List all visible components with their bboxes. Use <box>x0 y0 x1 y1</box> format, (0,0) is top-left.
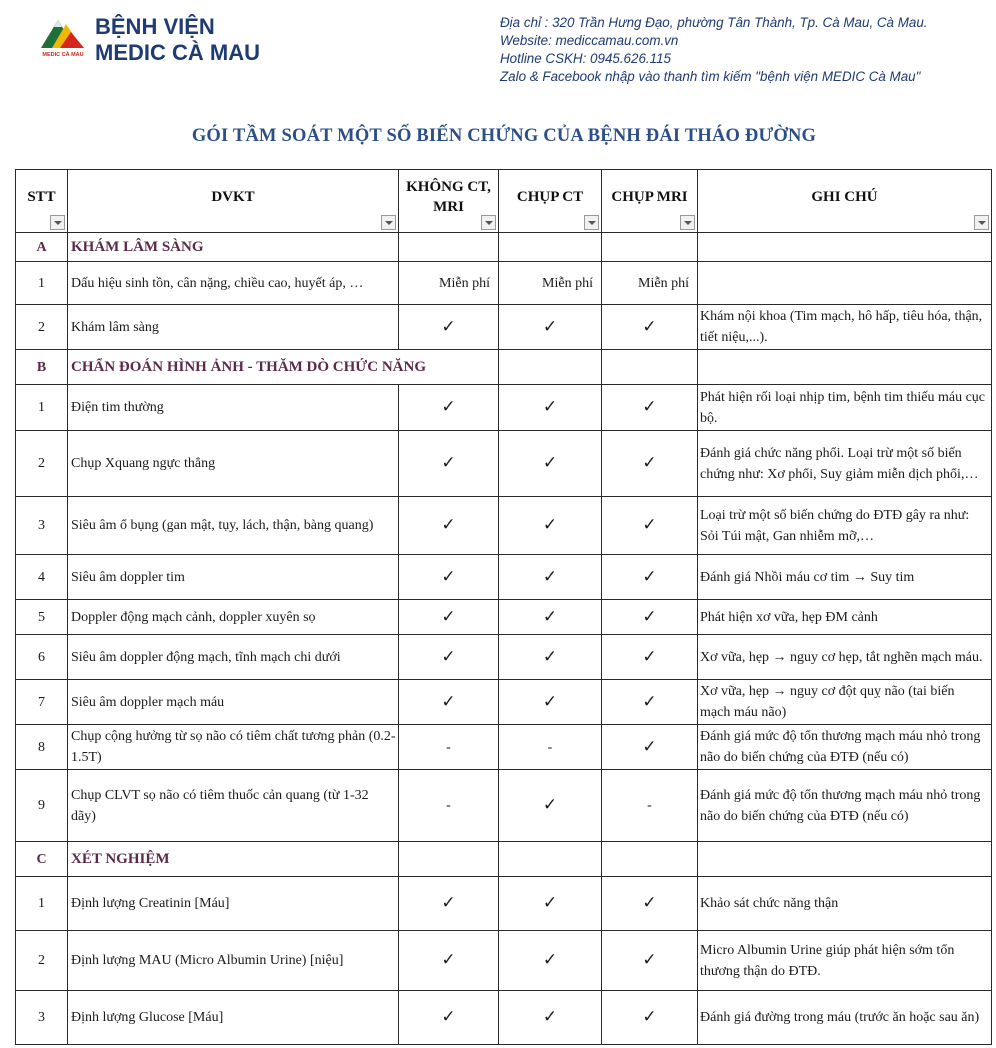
row-service: Siêu âm ổ bụng (gan mật, tụy, lách, thận, bàng quang) <box>68 497 399 555</box>
table-row <box>16 305 992 350</box>
row-service: Dấu hiệu sinh tồn, cân nặng, chiều cao, huyết áp, … <box>68 262 399 305</box>
row-stt: 4 <box>16 555 68 600</box>
brand-line-2: MEDIC CÀ MAU <box>95 40 260 65</box>
header-mri: CHỤP MRI <box>602 170 698 233</box>
row-mri: ✓ <box>602 600 698 635</box>
logo-mountains-icon <box>38 14 88 54</box>
table-header-row <box>16 170 992 233</box>
row-note <box>698 262 992 305</box>
row-service: Siêu âm doppler tim <box>68 555 399 600</box>
row-service: Chụp Xquang ngực thẳng <box>68 431 399 497</box>
row-stt: 3 <box>16 991 68 1045</box>
contact-social: Zalo & Facebook nhập vào thanh tìm kiếm "bệnh viện MEDIC Cà Mau" <box>500 69 921 84</box>
filter-dropdown-icon[interactable] <box>584 215 599 230</box>
row-ct: ✓ <box>499 497 602 555</box>
header-ct: CHỤP CT <box>499 170 602 233</box>
row-no-ct-mri: ✓ <box>399 991 499 1045</box>
row-no-ct-mri: ✓ <box>399 305 499 350</box>
row-stt: 1 <box>16 262 68 305</box>
row-note: Loại trừ một số biến chứng do ĐTĐ gây ra như: Sỏi Túi mật, Gan nhiễm mỡ,… <box>698 497 992 555</box>
table-row <box>16 385 992 431</box>
contact-hotline: Hotline CSKH: 0945.626.115 <box>500 51 671 66</box>
hospital-logo <box>38 14 88 66</box>
row-mri: ✓ <box>602 991 698 1045</box>
section-code: B <box>16 350 68 385</box>
table-row <box>16 600 992 635</box>
row-stt: 3 <box>16 497 68 555</box>
row-mri: Miễn phí <box>602 262 698 305</box>
row-mri: ✓ <box>602 725 698 770</box>
row-no-ct-mri: ✓ <box>399 680 499 725</box>
section-title: XÉT NGHIỆM <box>68 842 399 877</box>
row-ct: ✓ <box>499 305 602 350</box>
logo-caption: MEDIC CÀ MAU <box>42 52 84 58</box>
row-ct: ✓ <box>499 555 602 600</box>
screening-table <box>15 169 992 1045</box>
row-service: Khám lâm sàng <box>68 305 399 350</box>
header-stt: STT <box>16 170 68 233</box>
row-stt: 2 <box>16 305 68 350</box>
row-stt: 1 <box>16 877 68 931</box>
row-mri: ✓ <box>602 680 698 725</box>
row-stt: 2 <box>16 431 68 497</box>
row-no-ct-mri: ✓ <box>399 931 499 991</box>
table-row <box>16 680 992 725</box>
row-service: Doppler động mạch cảnh, doppler xuyên sọ <box>68 600 399 635</box>
header-dvkt: DVKT <box>68 170 399 233</box>
row-note: Đánh giá chức năng phổi. Loại trừ một số biến chứng như: Xơ phổi, Suy giảm miễn dịch phổi,… <box>698 431 992 497</box>
row-mri: ✓ <box>602 385 698 431</box>
row-note: Xơ vữa, hẹp → nguy cơ đột quỵ não (tai biến mạch máu não) <box>698 680 992 725</box>
section-row <box>16 842 992 877</box>
contact-address: Địa chỉ : 320 Trần Hưng Đạo, phường Tân Thành, Tp. Cà Mau, Cà Mau. <box>500 15 928 30</box>
row-ct: ✓ <box>499 600 602 635</box>
row-ct: ✓ <box>499 931 602 991</box>
row-service: Định lượng Creatinin [Máu] <box>68 877 399 931</box>
row-stt: 2 <box>16 931 68 991</box>
row-no-ct-mri: ✓ <box>399 431 499 497</box>
row-mri: ✓ <box>602 877 698 931</box>
section-title: KHÁM LÂM SÀNG <box>68 233 399 262</box>
row-note: Đánh giá Nhồi máu cơ tim → Suy tim <box>698 555 992 600</box>
row-stt: 1 <box>16 385 68 431</box>
row-no-ct-mri: ✓ <box>399 497 499 555</box>
table-row <box>16 725 992 770</box>
row-stt: 5 <box>16 600 68 635</box>
contact-info <box>500 14 928 86</box>
table-row <box>16 991 992 1045</box>
filter-dropdown-icon[interactable] <box>50 215 65 230</box>
filter-dropdown-icon[interactable] <box>974 215 989 230</box>
row-mri: ✓ <box>602 931 698 991</box>
row-stt: 6 <box>16 635 68 680</box>
header-no-ct-mri: KHÔNG CT, MRI <box>399 170 499 233</box>
row-no-ct-mri: Miễn phí <box>399 262 499 305</box>
row-ct: ✓ <box>499 680 602 725</box>
row-no-ct-mri: ✓ <box>399 635 499 680</box>
row-note: Micro Albumin Urine giúp phát hiện sớm tổn thương thận do ĐTĐ. <box>698 931 992 991</box>
header-notes: GHI CHÚ <box>698 170 992 233</box>
table-row <box>16 431 992 497</box>
filter-dropdown-icon[interactable] <box>481 215 496 230</box>
row-mri: ✓ <box>602 497 698 555</box>
row-note: Khám nội khoa (Tim mạch, hô hấp, tiêu hóa, thận, tiết niệu,...). <box>698 305 992 350</box>
row-ct: ✓ <box>499 431 602 497</box>
filter-dropdown-icon[interactable] <box>680 215 695 230</box>
row-note: Đánh giá đường trong máu (trước ăn hoặc sau ăn) <box>698 991 992 1045</box>
document-title: GÓI TẦM SOÁT MỘT SỐ BIẾN CHỨNG CỦA BỆNH ĐÁI THÁO ĐƯỜNG <box>191 126 817 146</box>
table-row <box>16 770 992 842</box>
row-ct: Miễn phí <box>499 262 602 305</box>
row-ct: - <box>499 725 602 770</box>
brand-name <box>95 14 260 66</box>
table-row <box>16 877 992 931</box>
row-ct: ✓ <box>499 991 602 1045</box>
row-service: Điện tim thường <box>68 385 399 431</box>
row-note: Đánh giá mức độ tổn thương mạch máu nhỏ trong não do biến chứng của ĐTĐ (nếu có) <box>698 770 992 842</box>
row-note: Đánh giá mức độ tổn thương mạch máu nhỏ trong não do biến chứng của ĐTĐ (nếu có) <box>698 725 992 770</box>
table-row <box>16 497 992 555</box>
row-ct: ✓ <box>499 385 602 431</box>
row-service: Chụp CLVT sọ não có tiêm thuốc cản quang (từ 1-32 dãy) <box>68 770 399 842</box>
table-row <box>16 262 992 305</box>
contact-website[interactable]: Website: mediccamau.com.vn <box>500 33 679 48</box>
table-row <box>16 555 992 600</box>
row-no-ct-mri: ✓ <box>399 600 499 635</box>
table-row <box>16 931 992 991</box>
row-note: Phát hiện rối loại nhịp tim, bệnh tim thiếu máu cục bộ. <box>698 385 992 431</box>
row-no-ct-mri: ✓ <box>399 385 499 431</box>
row-stt: 9 <box>16 770 68 842</box>
brand-line-1: BỆNH VIỆN <box>95 14 215 39</box>
row-service: Định lượng Glucose [Máu] <box>68 991 399 1045</box>
section-row <box>16 233 992 262</box>
row-mri: ✓ <box>602 431 698 497</box>
section-title: CHẨN ĐOÁN HÌNH ẢNH - THĂM DÒ CHỨC NĂNG <box>68 350 499 385</box>
row-ct: ✓ <box>499 770 602 842</box>
row-no-ct-mri: ✓ <box>399 555 499 600</box>
row-stt: 7 <box>16 680 68 725</box>
row-note: Xơ vữa, hẹp → nguy cơ hẹp, tắt nghẽn mạch máu. <box>698 635 992 680</box>
row-stt: 8 <box>16 725 68 770</box>
row-no-ct-mri: - <box>399 770 499 842</box>
row-service: Siêu âm doppler động mạch, tĩnh mạch chi dưới <box>68 635 399 680</box>
row-mri: ✓ <box>602 555 698 600</box>
row-service: Định lượng MAU (Micro Albumin Urine) [niệu] <box>68 931 399 991</box>
row-service: Chụp cộng hưởng từ sọ não có tiêm chất tương phản (0.2-1.5T) <box>68 725 399 770</box>
row-mri: ✓ <box>602 305 698 350</box>
row-ct: ✓ <box>499 877 602 931</box>
section-code: A <box>16 233 68 262</box>
row-no-ct-mri: ✓ <box>399 877 499 931</box>
row-note: Khảo sát chức năng thận <box>698 877 992 931</box>
row-mri: - <box>602 770 698 842</box>
section-row <box>16 350 992 385</box>
section-code: C <box>16 842 68 877</box>
row-ct: ✓ <box>499 635 602 680</box>
table-row <box>16 635 992 680</box>
row-service: Siêu âm doppler mạch máu <box>68 680 399 725</box>
row-no-ct-mri: - <box>399 725 499 770</box>
filter-dropdown-icon[interactable] <box>381 215 396 230</box>
row-note: Phát hiện xơ vữa, hẹp ĐM cảnh <box>698 600 992 635</box>
row-mri: ✓ <box>602 635 698 680</box>
